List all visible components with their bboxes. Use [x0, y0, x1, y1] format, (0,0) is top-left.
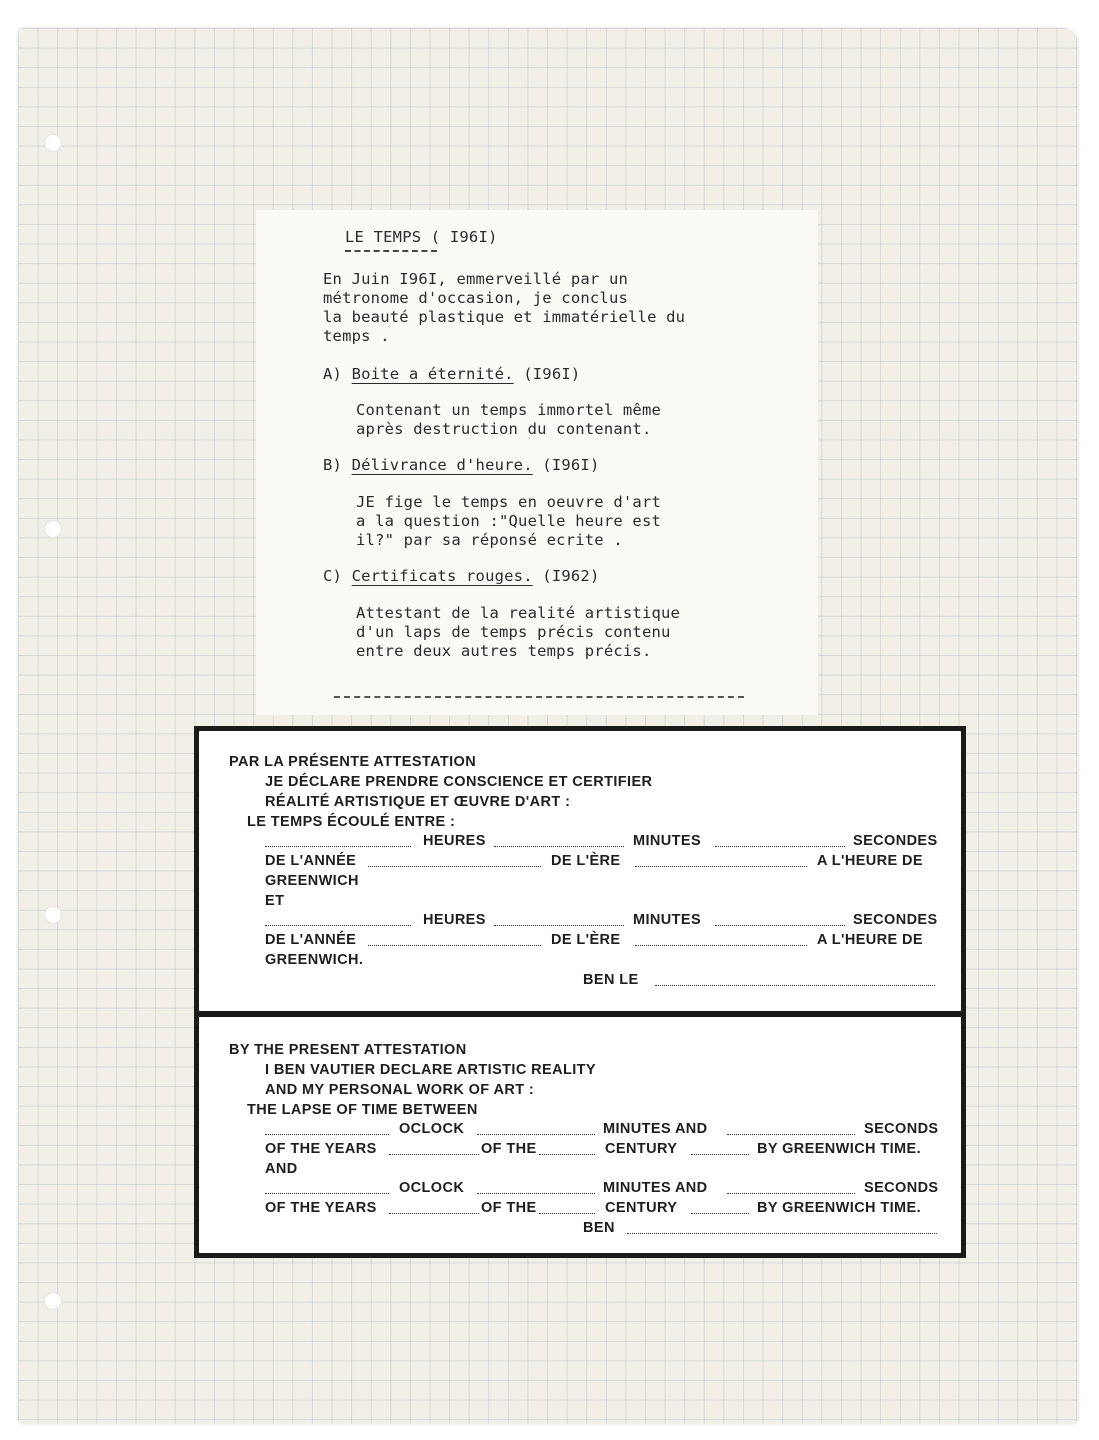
item-year: (I962) [542, 567, 600, 585]
fr-de-lere: DE L'ÈRE [551, 932, 621, 948]
en-line-3: AND MY PERSONAL WORK OF ART : [265, 1082, 535, 1098]
era-blank[interactable] [635, 866, 807, 867]
item-name: Boite a éternité. [351, 365, 514, 383]
note-item-b [323, 456, 599, 475]
fr-secondes: SECONDES [853, 912, 938, 928]
en-seconds: SECONDS [864, 1121, 939, 1137]
signature-blank[interactable] [655, 985, 935, 986]
century-blank[interactable] [539, 1154, 595, 1155]
en-of-the-years: OF THE YEARS [265, 1200, 377, 1216]
section-divider [194, 1011, 966, 1017]
en-oclock: OCLOCK [399, 1121, 465, 1137]
greenwich-blank[interactable] [691, 1213, 749, 1214]
punch-hole [44, 134, 62, 152]
fr-secondes: SECONDES [853, 833, 938, 849]
minutes-blank[interactable] [494, 846, 624, 847]
title-underline [345, 250, 437, 252]
years-blank[interactable] [389, 1213, 479, 1214]
en-by-greenwich: BY GREENWICH TIME. [757, 1141, 922, 1157]
fr-signature-label: BEN LE [583, 972, 639, 988]
fr-minutes: MINUTES [633, 912, 702, 928]
fr-greenwich-end: GREENWICH. [265, 952, 364, 968]
en-of-the: OF THE [481, 1141, 537, 1157]
minutes-blank[interactable] [477, 1134, 595, 1135]
oclock-blank[interactable] [265, 1193, 389, 1194]
en-line-1: BY THE PRESENT ATTESTATION [229, 1042, 467, 1058]
era-blank[interactable] [635, 945, 807, 946]
fr-greenwich: GREENWICH [265, 873, 359, 889]
hours-blank[interactable] [265, 846, 411, 847]
item-description: Attestant de la realité artistique d'un laps de temps précis contenu entre deux autres temps précis. [356, 604, 681, 660]
item-name: Certificats rouges. [351, 567, 533, 585]
typed-note [256, 210, 818, 715]
en-of-the: OF THE [481, 1200, 537, 1216]
punch-hole [44, 520, 62, 538]
minutes-blank[interactable] [494, 925, 624, 926]
item-marker: B) [323, 456, 343, 474]
fr-line-1: PAR LA PRÉSENTE ATTESTATION [229, 754, 477, 770]
year-blank[interactable] [368, 945, 541, 946]
item-year: (I96I) [523, 365, 581, 383]
century-blank[interactable] [539, 1213, 595, 1214]
greenwich-blank[interactable] [691, 1154, 749, 1155]
fr-a-lheure-de: A L'HEURE DE [817, 853, 923, 869]
seconds-blank[interactable] [715, 846, 845, 847]
fr-de-lannee: DE L'ANNÉE [265, 932, 357, 948]
en-line-4: THE LAPSE OF TIME BETWEEN [247, 1102, 478, 1118]
note-item-c [323, 567, 599, 586]
fr-line-4: LE TEMPS ÉCOULÉ ENTRE : [247, 814, 456, 830]
en-of-the-years: OF THE YEARS [265, 1141, 377, 1157]
fr-a-lheure-de: A L'HEURE DE [817, 932, 923, 948]
fr-de-lannee: DE L'ANNÉE [265, 853, 357, 869]
en-minutes-and: MINUTES AND [603, 1180, 708, 1196]
en-seconds: SECONDS [864, 1180, 939, 1196]
note-intro: En Juin I96I, emmerveillé par un métronome d'occasion, je conclus la beauté plastique et immatérielle du temps . [323, 270, 686, 345]
en-minutes-and: MINUTES AND [603, 1121, 708, 1137]
fr-line-3: RÉALITÉ ARTISTIQUE ET ŒUVRE D'ART : [265, 794, 571, 810]
seconds-blank[interactable] [715, 925, 845, 926]
punch-hole [44, 1292, 62, 1310]
year-blank[interactable] [368, 866, 541, 867]
item-year: (I96I) [542, 456, 600, 474]
signature-blank[interactable] [627, 1233, 937, 1234]
years-blank[interactable] [389, 1154, 479, 1155]
seconds-blank[interactable] [727, 1193, 855, 1194]
fr-de-lere: DE L'ÈRE [551, 853, 621, 869]
en-line-2: I BEN VAUTIER DECLARE ARTISTIC REALITY [265, 1062, 596, 1078]
seconds-blank[interactable] [727, 1134, 855, 1135]
note-item-a [323, 365, 580, 384]
item-description: Contenant un temps immortel même après destruction du contenant. [356, 401, 662, 438]
en-signature-label: BEN [583, 1220, 615, 1236]
en-oclock: OCLOCK [399, 1180, 465, 1196]
fr-heures: HEURES [423, 912, 486, 928]
fr-minutes: MINUTES [633, 833, 702, 849]
fr-line-2: JE DÉCLARE PRENDRE CONSCIENCE ET CERTIFIER [265, 774, 653, 790]
hours-blank[interactable] [265, 925, 411, 926]
fr-et: ET [265, 893, 285, 909]
certificate-card [194, 726, 966, 1258]
fr-heures: HEURES [423, 833, 486, 849]
en-by-greenwich: BY GREENWICH TIME. [757, 1200, 922, 1216]
item-marker: C) [323, 567, 343, 585]
oclock-blank[interactable] [265, 1134, 389, 1135]
minutes-blank[interactable] [477, 1193, 595, 1194]
note-title: LE TEMPS ( I96I) [345, 228, 498, 246]
en-century: CENTURY [605, 1141, 678, 1157]
item-name: Délivrance d'heure. [351, 456, 533, 474]
en-and: AND [265, 1161, 298, 1177]
punch-hole [44, 906, 62, 924]
item-marker: A) [323, 365, 343, 383]
item-description: JE fige le temps en oeuvre d'art a la question :"Quelle heure est il?" par sa réponsé ecrite . [356, 493, 662, 549]
dashed-rule [334, 696, 744, 698]
en-century: CENTURY [605, 1200, 678, 1216]
